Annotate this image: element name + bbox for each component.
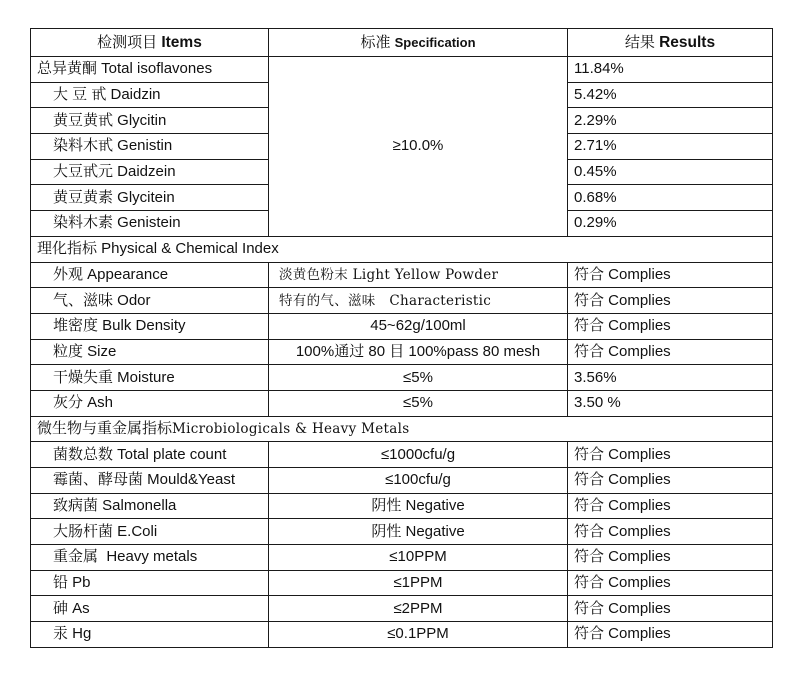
result-cell: 0.68%	[568, 185, 773, 211]
result-cell: 3.50 %	[568, 390, 773, 416]
spec-cell: ≤2PPM	[269, 596, 568, 622]
result-cell: 符合 Complies	[568, 519, 773, 545]
item-cell: 总异黄酮 Total isoflavones	[31, 57, 269, 83]
section-row-physical	[31, 236, 773, 262]
table-row	[31, 622, 773, 648]
result-cell: 符合 Complies	[568, 313, 773, 339]
item-cell: 大豆甙元 Daidzein	[31, 159, 269, 185]
table-row	[31, 262, 773, 288]
result-cell: 符合 Complies	[568, 622, 773, 648]
certificate-of-analysis-table	[30, 28, 773, 648]
item-cell: 堆密度 Bulk Density	[31, 313, 269, 339]
spec-cell: ≤100cfu/g	[269, 468, 568, 494]
result-cell: 符合 Complies	[568, 468, 773, 494]
table-row	[31, 468, 773, 494]
table-row	[31, 442, 773, 468]
table-row	[31, 57, 773, 83]
item-cell: 汞 Hg	[31, 622, 269, 648]
table-row	[31, 519, 773, 545]
spec-cell: ≤5%	[269, 365, 568, 391]
spec-cell: 阴性 Negative	[269, 519, 568, 545]
item-cell: 气、滋味 Odor	[31, 288, 269, 314]
result-cell: 2.29%	[568, 108, 773, 134]
result-cell: 11.84%	[568, 57, 773, 83]
spec-cell: ≤0.1PPM	[269, 622, 568, 648]
result-cell: 3.56%	[568, 365, 773, 391]
item-cell: 染料木甙 Genistin	[31, 134, 269, 160]
section-label-micro: 微生物与重金属指标Microbiologicals & Heavy Metals	[31, 416, 773, 442]
header-specification: 标准 Specification	[269, 29, 568, 57]
item-cell: 铅 Pb	[31, 570, 269, 596]
item-cell: 外观 Appearance	[31, 262, 269, 288]
result-cell: 符合 Complies	[568, 262, 773, 288]
section-row-micro	[31, 416, 773, 442]
spec-cell: 特有的气、滋味 Characteristic	[269, 288, 568, 314]
item-cell: 大肠杆菌 E.Coli	[31, 519, 269, 545]
result-cell: 符合 Complies	[568, 596, 773, 622]
table-row	[31, 365, 773, 391]
result-cell: 5.42%	[568, 82, 773, 108]
table-row	[31, 288, 773, 314]
spec-cell: 100%通过 80 目 100%pass 80 mesh	[269, 339, 568, 365]
result-cell: 符合 Complies	[568, 339, 773, 365]
header-results: 结果 Results	[568, 29, 773, 57]
table-row	[31, 545, 773, 571]
table-row	[31, 339, 773, 365]
spec-cell: ≤10PPM	[269, 545, 568, 571]
section-label-physical: 理化指标 Physical & Chemical Index	[31, 236, 773, 262]
spec-cell: 阴性 Negative	[269, 493, 568, 519]
item-cell: 干燥失重 Moisture	[31, 365, 269, 391]
header-items: 检测项目 Items	[31, 29, 269, 57]
result-cell: 符合 Complies	[568, 493, 773, 519]
item-cell: 灰分 Ash	[31, 390, 269, 416]
item-cell: 染料木素 Genistein	[31, 211, 269, 237]
spec-cell: ≤5%	[269, 390, 568, 416]
table-row	[31, 570, 773, 596]
item-cell: 大 豆 甙 Daidzin	[31, 82, 269, 108]
item-cell: 霉菌、酵母菌 Mould&Yeast	[31, 468, 269, 494]
result-cell: 0.29%	[568, 211, 773, 237]
item-cell: 黄豆黄甙 Glycitin	[31, 108, 269, 134]
result-cell: 符合 Complies	[568, 288, 773, 314]
table-row	[31, 390, 773, 416]
header-row	[31, 29, 773, 57]
item-cell: 黄豆黄素 Glycitein	[31, 185, 269, 211]
item-cell: 致病菌 Salmonella	[31, 493, 269, 519]
result-cell: 符合 Complies	[568, 570, 773, 596]
table-row	[31, 493, 773, 519]
spec-cell: ≤1PPM	[269, 570, 568, 596]
result-cell: 2.71%	[568, 134, 773, 160]
item-cell: 菌数总数 Total plate count	[31, 442, 269, 468]
spec-cell: ≤1000cfu/g	[269, 442, 568, 468]
item-cell: 粒度 Size	[31, 339, 269, 365]
result-cell: 符合 Complies	[568, 545, 773, 571]
item-cell: 砷 As	[31, 596, 269, 622]
item-cell: 重金属 Heavy metals	[31, 545, 269, 571]
result-cell: 0.45%	[568, 159, 773, 185]
spec-cell: 45~62g/100ml	[269, 313, 568, 339]
table-row	[31, 313, 773, 339]
isoflavones-spec-cell: ≥10.0%	[269, 57, 568, 237]
spec-cell: 淡黄色粉末 Light Yellow Powder	[269, 262, 568, 288]
result-cell: 符合 Complies	[568, 442, 773, 468]
table-row	[31, 596, 773, 622]
